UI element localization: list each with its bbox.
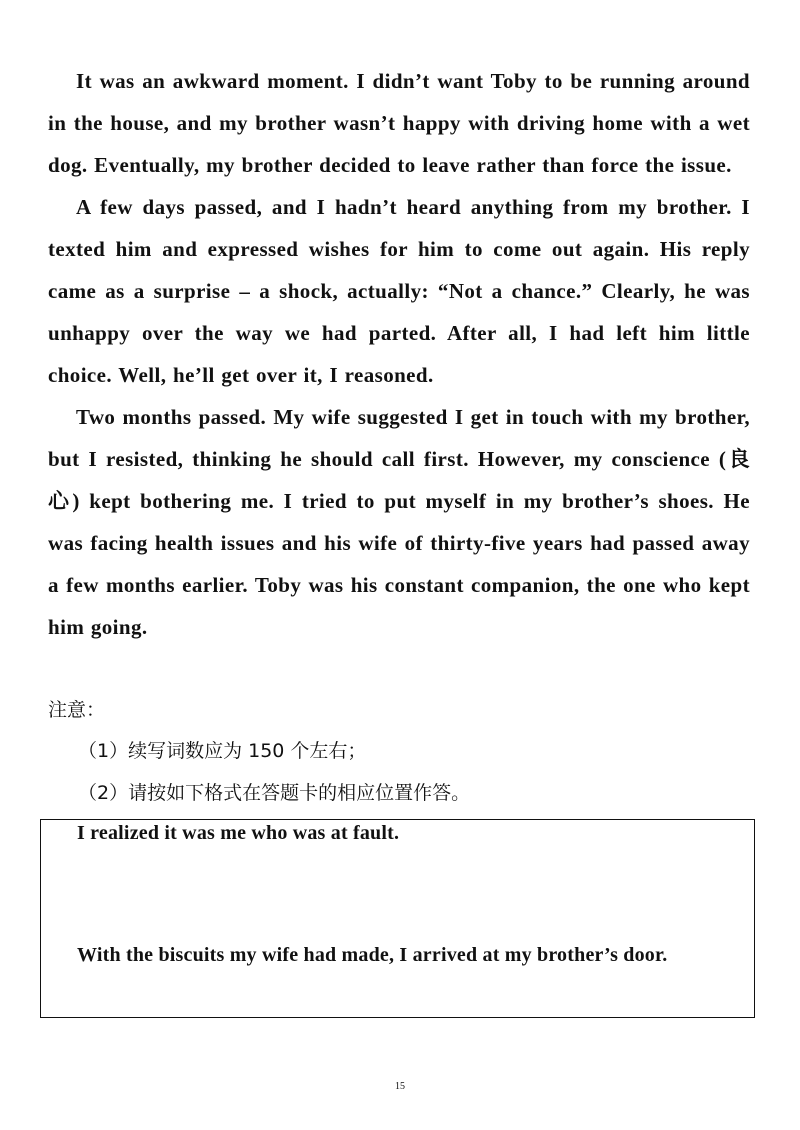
note-item: （1）续写词数应为 150 个左右； [78,740,367,762]
note-item: （2）请按如下格式在答题卡的相应位置作答。 [78,782,471,804]
answer-box [40,819,755,1018]
answer-second-line: With the biscuits my wife had made, I arrived at my brother’s door. [77,944,668,966]
notes-title: 注意： [48,699,106,721]
page-number: 15 [395,1081,405,1092]
story-paragraph: A few days passed, and I hadn’t heard anything from my brother. I texted him and expressed wishes for him to come out again. His reply came as a surprise – a shock, actually: “Not a chance.” Clearly, he was unhappy over the way we had parted. After all, I had left him little choice. Well, he’ll get over it, I reasoned. [48,195,750,387]
answer-first-line: I realized it was me who was at fault. [77,822,400,844]
notes-section [48,690,750,814]
story-paragraph: Two months passed. My wife suggested I get in touch with my brother, but I resisted, thinking he should call first. However, my conscience (良心) kept bothering me. I tried to put myself in my brother’s shoes. He was facing health issues and his wife of thirty-five years had passed away a few months earlier. Toby was his constant companion, the one who kept him going. [48,405,750,639]
story-paragraph: It was an awkward moment. I didn’t want Toby to be running around in the house, and my brother wasn’t happy with driving home with a wet dog. Eventually, my brother decided to leave rather than force the issue. [48,69,750,177]
story-text [48,60,750,648]
